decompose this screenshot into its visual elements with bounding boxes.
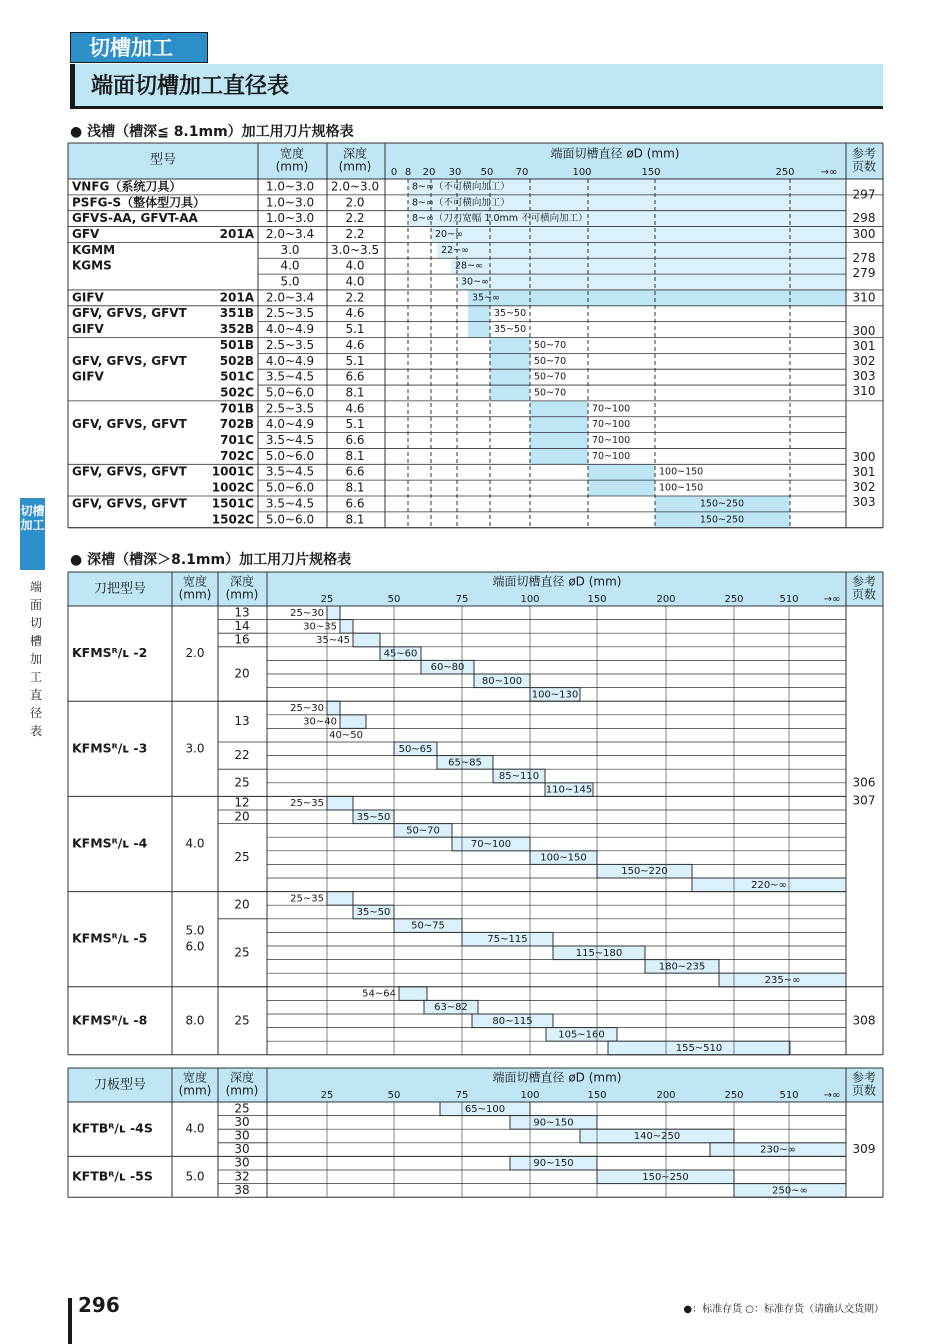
t1-range-label: 22~∞ — [441, 244, 469, 256]
t2-depth: 25 — [234, 1013, 250, 1028]
t3-tick-label: 25 — [320, 1090, 334, 1101]
t1-range-bar — [588, 480, 655, 496]
t2-depth: 20 — [234, 897, 250, 912]
t2-header-width: (mm) — [178, 587, 212, 602]
t1-code: 201A — [219, 226, 254, 241]
t1-width: 2.5~3.5 — [265, 401, 315, 416]
t1-width: 3.5~4.5 — [265, 369, 315, 384]
t3-model: KFTBᴿ/ʟ -4S — [72, 1120, 153, 1136]
t1-width: 5.0~6.0 — [265, 385, 315, 400]
t1-tick-label: 30 — [448, 167, 462, 178]
t1-model: KGMS — [72, 258, 112, 273]
t1-model: GFV, GFVS, GFVT — [72, 496, 187, 511]
t3-tick-label: 75 — [455, 1090, 469, 1101]
t1-depth: 6.6 — [345, 433, 365, 448]
t1-width: 3.0 — [280, 242, 300, 257]
t1-range-bar — [490, 338, 530, 354]
t1-tick-label: 250 — [775, 167, 795, 178]
t3-tick-label: 50 — [387, 1090, 401, 1101]
t1-page-ref: 303 — [852, 368, 876, 383]
t3-tick-label: 250 — [724, 1090, 744, 1101]
t1-depth: 8.1 — [345, 512, 365, 527]
t3-tick-label: 150 — [587, 1090, 607, 1101]
t1-page-ref: 303 — [852, 495, 876, 510]
t1-page-ref: 297 — [852, 187, 876, 202]
t1-code: 1002C — [211, 480, 254, 495]
t2-range-label: 35~45 — [316, 635, 350, 646]
t2-range-label: 25~30 — [290, 703, 324, 714]
t2-range-label: 115~180 — [575, 947, 623, 959]
t1-range-label: 30~∞ — [461, 276, 489, 288]
t1-tick-label: 0 — [390, 167, 398, 178]
t1-range-label: 100~150 — [659, 466, 704, 478]
t1-page-ref: 300 — [852, 323, 876, 338]
t2-range-label: 70~100 — [470, 839, 512, 850]
t2-tick-label: 250 — [724, 594, 744, 605]
t1-tick-label: 8 — [404, 167, 412, 178]
t1-width: 5.0~6.0 — [265, 512, 315, 527]
t1-width: 5.0 — [280, 274, 300, 289]
t2-range-label: 75~115 — [487, 934, 528, 946]
t3-range-label: 90~150 — [533, 1158, 574, 1170]
t1-width: 3.5~4.5 — [265, 496, 315, 511]
t2-range-bar — [340, 715, 366, 729]
t2-range-label: 105~160 — [558, 1029, 605, 1041]
t1-range-label: 28~∞ — [455, 260, 483, 272]
t1-depth: 6.6 — [345, 369, 365, 384]
t2-range-label: 50~75 — [411, 920, 445, 932]
t2-range-label: 65~85 — [448, 757, 482, 769]
t1-range-bar — [451, 258, 846, 274]
t1-range-label: 70~100 — [592, 450, 631, 462]
t3-header-depth: (mm) — [225, 1083, 259, 1098]
t2-width: 6.0 — [185, 939, 205, 954]
t3-depth: 30 — [234, 1114, 250, 1129]
t1-model: GIFV — [72, 369, 104, 384]
t2-tick-label: 100 — [520, 594, 540, 605]
t2-range-label: 85~110 — [498, 771, 540, 782]
t1-model: PSFG-S（整体型刀具） — [72, 195, 206, 210]
section-title-deep: ● 深槽（槽深＞8.1mm）加工用刀片规格表 — [70, 552, 352, 568]
t1-page-ref: 298 — [852, 211, 876, 226]
t2-depth: 25 — [234, 775, 250, 790]
t1-range-bar — [530, 433, 588, 449]
t3-model: KFTBᴿ/ʟ -5S — [72, 1168, 153, 1184]
t1-width: 2.0~3.4 — [265, 226, 315, 241]
t3-range-label: 90~150 — [533, 1117, 574, 1129]
t2-range-bar — [340, 620, 353, 634]
t1-page-ref: 279 — [852, 266, 876, 281]
t2-range-label: 25~35 — [290, 798, 324, 810]
t2-depth: 12 — [234, 795, 250, 810]
t2-range-label: 100~150 — [540, 852, 587, 864]
t2-header-diameter: 端面切槽直径 øD (mm) — [492, 574, 622, 589]
t1-width: 2.5~3.5 — [265, 306, 315, 321]
t3-header-width: 宽度 — [182, 1070, 208, 1085]
t1-range-label: 35~∞ — [472, 292, 500, 304]
t3-depth: 32 — [234, 1169, 250, 1184]
t1-range-label: 8~∞（不可横向加工） — [412, 181, 510, 193]
t1-range-label: 150~250 — [699, 514, 745, 526]
t3-depth: 38 — [234, 1182, 250, 1197]
t2-header-page: 参考 — [851, 574, 877, 589]
t1-page-ref: 301 — [852, 465, 876, 480]
t2-page-ref: 308 — [852, 1013, 876, 1028]
t1-depth: 4.6 — [345, 306, 365, 321]
t1-page-ref: 302 — [852, 353, 876, 368]
t3-range-label: 65~100 — [464, 1103, 506, 1115]
t3-depth: 30 — [234, 1142, 250, 1157]
t2-range-label: 54~64 — [362, 988, 396, 1000]
t2-range-label: 50~65 — [398, 743, 433, 755]
t3-tick-label: 200 — [656, 1090, 676, 1101]
t1-model: GFVS-AA, GFVT-AA — [72, 211, 198, 226]
t1-model: VNFG（系统刀具） — [72, 179, 182, 194]
t2-range-label: 35~50 — [356, 811, 391, 823]
t1-range-bar — [468, 322, 490, 338]
t2-model: KFMSᴿ/ʟ -8 — [72, 1012, 148, 1028]
t1-range-label: 70~100 — [592, 419, 631, 431]
t2-page-ref: 306 — [852, 775, 876, 790]
t1-model: KGMM — [72, 242, 116, 257]
t1-tick-label: 20 — [422, 167, 436, 178]
t2-range-label: 30~35 — [303, 621, 337, 633]
t1-code: 702C — [220, 448, 254, 463]
t1-range-bar — [468, 306, 490, 322]
t2-range-label: 63~82 — [434, 1002, 468, 1014]
t1-depth: 4.0 — [345, 258, 365, 273]
t1-range-bar — [468, 290, 846, 306]
t1-range-bar — [530, 401, 588, 417]
t2-range-label: 30~40 — [303, 716, 337, 728]
t3-width: 5.0 — [185, 1169, 205, 1184]
t1-depth: 4.6 — [345, 337, 365, 352]
t2-tick-label: 510 — [779, 594, 799, 605]
t2-width: 5.0 — [185, 923, 205, 938]
t1-depth: 2.0~3.0 — [330, 179, 380, 194]
t2-depth: 20 — [234, 809, 250, 824]
t2-range-bar — [327, 701, 340, 715]
t2-depth: 13 — [234, 714, 250, 729]
t1-depth: 8.1 — [345, 480, 365, 495]
t1-header-diameter: 端面切槽直径 øD (mm) — [550, 146, 680, 161]
t2-tick-label: 150 — [587, 594, 607, 605]
t1-tick-label: 100 — [572, 167, 592, 178]
t2-tick-label: 200 — [656, 594, 676, 605]
section-title-shallow: ● 浅槽（槽深≦ 8.1mm）加工用刀片规格表 — [70, 124, 354, 140]
t1-width: 1.0~3.0 — [265, 211, 315, 226]
t1-range-bar — [437, 242, 846, 258]
t1-code: 351B — [219, 306, 254, 321]
t1-code: 702B — [219, 417, 254, 432]
t2-width: 4.0 — [185, 836, 205, 851]
t2-range-label: 180~235 — [658, 961, 706, 973]
t1-range-label: 8~∞（刀刃宽幅 1.0mm 不可横向加工） — [412, 213, 588, 225]
t1-page-ref: 310 — [852, 290, 876, 305]
t2-range-label: 45~60 — [383, 648, 418, 660]
t2-tick-label: →∞ — [823, 594, 841, 605]
t2-range-label: 100~130 — [531, 689, 579, 701]
t1-width: 5.0~6.0 — [265, 480, 315, 495]
t1-model: GFV, GFVS, GFVT — [72, 417, 187, 432]
section-tag: 切槽加工 — [70, 32, 208, 63]
t3-tick-label: →∞ — [823, 1090, 841, 1101]
t2-range-label: 80~115 — [492, 1015, 533, 1027]
t1-range-label: 70~100 — [592, 403, 631, 415]
side-tab: 切槽加工 — [20, 498, 45, 570]
t1-depth: 4.6 — [345, 401, 365, 416]
t2-range-label: 155~510 — [675, 1043, 723, 1054]
t1-range-label: 20~∞ — [435, 228, 463, 240]
t1-depth: 5.1 — [345, 353, 365, 368]
t1-range-label: 70~100 — [592, 435, 631, 447]
t2-range-label: 25~30 — [290, 607, 324, 619]
t1-range-bar — [457, 274, 846, 290]
t2-depth: 14 — [234, 618, 250, 633]
t2-header-depth: (mm) — [225, 587, 259, 602]
t1-code: 502B — [219, 353, 254, 368]
t2-range-bar — [327, 606, 340, 620]
t1-model: GFV, GFVS, GFVT — [72, 353, 187, 368]
t2-depth: 20 — [234, 666, 250, 681]
t1-range-label: 50~70 — [534, 387, 567, 399]
t2-depth: 25 — [234, 945, 250, 960]
t1-depth: 5.1 — [345, 322, 365, 337]
t1-code: 1501C — [211, 496, 254, 511]
t1-tick-label: 50 — [480, 167, 494, 178]
t3-page-ref: 309 — [852, 1142, 876, 1157]
t1-width: 5.0~6.0 — [265, 448, 315, 463]
t3-header-page: 参考 — [851, 1070, 877, 1085]
t1-range-bar — [530, 417, 588, 433]
t3-range-label: 250~∞ — [772, 1185, 808, 1197]
t2-range-label: 150~220 — [621, 866, 668, 878]
page-title: 端面切槽加工直径表 — [70, 64, 883, 109]
t1-depth: 2.0 — [345, 195, 365, 210]
t1-code: 201A — [219, 290, 254, 305]
t1-page-ref: 310 — [852, 383, 876, 398]
t3-width: 4.0 — [185, 1121, 205, 1136]
t2-depth: 25 — [234, 850, 250, 865]
t1-code: 701B — [219, 401, 254, 416]
t1-depth: 6.6 — [345, 464, 365, 479]
t2-tick-label: 25 — [320, 594, 334, 605]
t2-width: 8.0 — [185, 1013, 205, 1028]
page-number: 296 — [78, 1293, 120, 1317]
t1-range-label: 50~70 — [534, 371, 567, 383]
t1-width: 1.0~3.0 — [265, 179, 315, 194]
t1-width: 4.0~4.9 — [265, 322, 315, 337]
side-label: 端面切槽加工直径表 — [29, 580, 42, 738]
t1-code: 1001C — [211, 464, 254, 479]
stock-legend: ●：标准存货 ○：标准存货（请确认交货期） — [683, 1304, 884, 1315]
t2-header-model: 刀把型号 — [93, 581, 147, 597]
t2-range-label: 110~145 — [545, 784, 593, 796]
t1-page-ref: 300 — [852, 450, 876, 465]
t1-depth: 6.6 — [345, 496, 365, 511]
t2-width: 2.0 — [185, 646, 205, 661]
t1-model: GIFV — [72, 322, 104, 337]
t3-tick-label: 100 — [520, 1090, 540, 1101]
t3-depth: 25 — [234, 1101, 250, 1116]
t3-header-width: (mm) — [178, 1083, 212, 1098]
t2-range-label: 235~∞ — [764, 975, 801, 986]
t2-range-label: 220~∞ — [751, 879, 787, 891]
t1-range-bar — [490, 369, 530, 385]
t1-width: 2.0~3.4 — [265, 290, 315, 305]
t1-range-label: 50~70 — [534, 355, 567, 367]
t2-model: KFMSᴿ/ʟ -2 — [72, 645, 148, 661]
t1-tick-label: →∞ — [820, 167, 838, 178]
t1-range-label: 50~70 — [534, 339, 567, 351]
t1-width: 4.0~4.9 — [265, 417, 315, 432]
t1-code: 352B — [219, 322, 254, 337]
t3-header-diameter: 端面切槽直径 øD (mm) — [492, 1070, 622, 1085]
t1-model: GIFV — [72, 290, 104, 305]
t2-range-bar — [353, 633, 380, 647]
t1-header-page: 参考 — [851, 146, 877, 161]
t3-depth: 30 — [234, 1155, 250, 1170]
t1-code: 501B — [219, 337, 254, 352]
t1-header-model: 型号 — [149, 152, 177, 168]
t1-code: 501C — [220, 369, 254, 384]
t1-code: 502C — [220, 385, 254, 400]
t1-header-page: 页数 — [851, 159, 877, 174]
t1-page-ref: 300 — [852, 226, 876, 241]
t1-depth: 8.1 — [345, 448, 365, 463]
t1-range-label: 35~50 — [494, 324, 527, 336]
t1-depth: 4.0 — [345, 274, 365, 289]
t2-range-label: 25~35 — [290, 893, 324, 905]
t2-depth: 22 — [234, 748, 250, 763]
t2-range-label: 50~70 — [406, 825, 440, 837]
t3-tick-label: 510 — [779, 1090, 799, 1101]
t1-width: 1.0~3.0 — [265, 195, 315, 210]
t2-range-bar — [327, 796, 353, 810]
t2-depth: 13 — [234, 605, 250, 620]
t2-range-bar — [327, 892, 353, 906]
t3-range-label: 230~∞ — [760, 1144, 796, 1156]
t1-header-bg — [68, 143, 883, 179]
t1-depth: 5.1 — [345, 417, 365, 432]
t1-page-ref: 302 — [852, 480, 876, 495]
t1-range-bar — [490, 353, 530, 369]
t3-range-label: 140~250 — [633, 1131, 681, 1142]
t2-range-label: 35~50 — [356, 907, 391, 918]
t1-model: GFV, GFVS, GFVT — [72, 306, 187, 321]
t2-model: KFMSᴿ/ʟ -3 — [72, 740, 148, 756]
t2-range-label: 80~100 — [481, 675, 523, 687]
t1-width: 4.0 — [280, 258, 300, 273]
t1-range-label: 100~150 — [659, 482, 704, 494]
t1-width: 3.5~4.5 — [265, 464, 315, 479]
t2-range-bar — [399, 987, 427, 1001]
t3-header-page: 页数 — [851, 1083, 877, 1098]
page-bar — [68, 1298, 72, 1344]
t2-tick-label: 75 — [455, 594, 469, 605]
t3-header-model: 刀板型号 — [93, 1077, 147, 1093]
t2-range-label: 40~50 — [329, 730, 363, 742]
t1-range-bar — [431, 227, 846, 243]
t1-range-bar — [490, 385, 530, 401]
t1-range-label: 35~50 — [494, 308, 527, 320]
t2-header-width: 宽度 — [182, 574, 208, 589]
t2-page-ref: 307 — [852, 793, 876, 808]
t2-model: KFMSᴿ/ʟ -4 — [72, 835, 148, 851]
t1-depth: 3.0~3.5 — [330, 242, 380, 257]
t2-tick-label: 50 — [387, 594, 401, 605]
t1-range-label: 8~∞（不可横向加工） — [412, 197, 510, 209]
t1-model: GFV, GFVS, GFVT — [72, 464, 187, 479]
t2-depth: 16 — [234, 632, 250, 647]
t1-header-depth: (mm) — [338, 159, 372, 174]
t1-depth: 2.2 — [345, 290, 365, 305]
t2-range-label: 60~80 — [430, 662, 465, 674]
t3-range-label: 150~250 — [642, 1171, 689, 1183]
t2-width: 3.0 — [185, 741, 205, 756]
t1-header-width: (mm) — [275, 159, 309, 174]
t1-header-width: 宽度 — [279, 146, 305, 161]
t1-range-label: 150~250 — [699, 498, 745, 510]
t1-page-ref: 301 — [852, 338, 876, 353]
t3-depth: 30 — [234, 1128, 250, 1143]
t2-header-depth: 深度 — [229, 574, 255, 589]
t2-model: KFMSᴿ/ʟ -5 — [72, 930, 148, 946]
t1-tick-label: 150 — [641, 167, 661, 178]
t1-depth: 2.2 — [345, 226, 365, 241]
t1-page-ref: 278 — [852, 251, 876, 266]
t1-width: 4.0~4.9 — [265, 353, 315, 368]
t1-header-depth: 深度 — [342, 146, 368, 161]
t3-header-depth: 深度 — [229, 1070, 255, 1085]
t1-depth: 8.1 — [345, 385, 365, 400]
t1-code: 701C — [220, 433, 254, 448]
t1-depth: 2.2 — [345, 211, 365, 226]
t1-model: GFV — [72, 226, 100, 241]
t1-width: 3.5~4.5 — [265, 433, 315, 448]
t1-range-bar — [588, 464, 655, 480]
t1-width: 2.5~3.5 — [265, 337, 315, 352]
t2-header-page: 页数 — [851, 587, 877, 602]
t1-tick-label: 70 — [515, 167, 529, 178]
t1-code: 1502C — [211, 512, 254, 527]
t1-range-bar — [530, 448, 588, 464]
